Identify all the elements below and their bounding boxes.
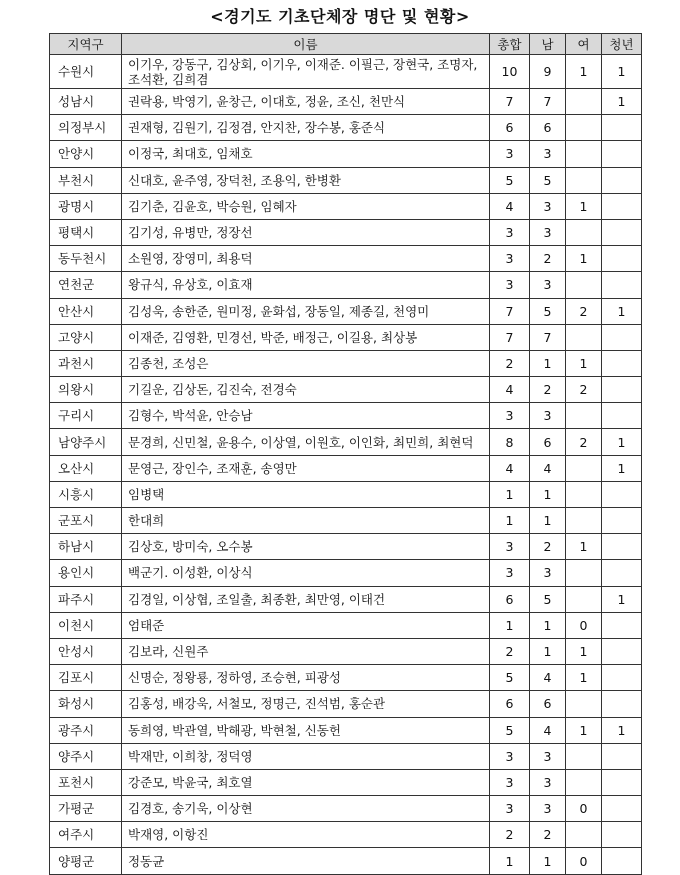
total-cell: 3 [490,743,530,769]
header-names: 이름 [122,34,490,55]
male-cell: 3 [530,141,566,167]
table-row [50,193,642,219]
female-cell [566,89,602,115]
total-cell: 3 [490,796,530,822]
female-cell: 0 [566,612,602,638]
total-cell: 7 [490,89,530,115]
female-cell [566,272,602,298]
male-cell: 3 [530,403,566,429]
names-cell: 신대호, 윤주영, 장덕천, 조용익, 한병환 [122,167,490,193]
table-row [50,691,642,717]
youth-cell [602,324,642,350]
youth-cell [602,822,642,848]
youth-cell [602,377,642,403]
male-cell: 2 [530,822,566,848]
total-cell: 3 [490,246,530,272]
table-row [50,429,642,455]
total-cell: 3 [490,141,530,167]
names-cell: 기길운, 김상돈, 김진숙, 전경숙 [122,377,490,403]
table-row [50,455,642,481]
page-title: <경기도 기초단체장 명단 및 현황> [210,7,470,26]
youth-cell [602,534,642,560]
total-cell: 3 [490,219,530,245]
names-cell: 문경희, 신민철, 윤용수, 이상열, 이원호, 이인화, 최민희, 최현덕 [122,429,490,455]
youth-cell [602,508,642,534]
youth-cell [602,848,642,874]
table-row [50,115,642,141]
region-cell: 성남시 [50,89,122,115]
region-cell: 안양시 [50,141,122,167]
region-cell: 광명시 [50,193,122,219]
names-cell: 김종천, 조성은 [122,350,490,376]
total-cell: 6 [490,586,530,612]
names-cell: 권락용, 박영기, 윤창근, 이대호, 정윤, 조신, 천만식 [122,89,490,115]
female-cell: 0 [566,796,602,822]
youth-cell [602,403,642,429]
male-cell: 1 [530,848,566,874]
female-cell: 1 [566,717,602,743]
table-row [50,612,642,638]
female-cell [566,691,602,717]
header-male: 남 [530,34,566,55]
male-cell: 3 [530,796,566,822]
table-header-row [50,34,642,55]
youth-cell [602,350,642,376]
mayor-table [49,33,642,875]
total-cell: 7 [490,324,530,350]
region-cell: 의정부시 [50,115,122,141]
names-cell: 소원영, 장영미, 최용덕 [122,246,490,272]
names-cell: 박재만, 이희창, 정덕영 [122,743,490,769]
total-cell: 1 [490,481,530,507]
names-cell: 강준모, 박윤국, 최호열 [122,769,490,795]
youth-cell [602,246,642,272]
youth-cell: 1 [602,55,642,89]
names-cell: 김보라, 신원주 [122,638,490,664]
names-cell: 김기춘, 김윤호, 박승원, 임혜자 [122,193,490,219]
table-row [50,822,642,848]
table-body [50,55,642,875]
female-cell [566,508,602,534]
total-cell: 8 [490,429,530,455]
region-cell: 김포시 [50,665,122,691]
names-cell: 문영근, 장인수, 조재훈, 송영만 [122,455,490,481]
names-cell: 엄태준 [122,612,490,638]
youth-cell [602,167,642,193]
female-cell: 0 [566,848,602,874]
youth-cell [602,612,642,638]
region-cell: 이천시 [50,612,122,638]
header-region: 지역구 [50,34,122,55]
female-cell: 1 [566,193,602,219]
youth-cell [602,743,642,769]
male-cell: 6 [530,429,566,455]
male-cell: 5 [530,298,566,324]
male-cell: 7 [530,89,566,115]
table-row [50,55,642,89]
male-cell: 7 [530,324,566,350]
female-cell: 2 [566,298,602,324]
youth-cell: 1 [602,298,642,324]
youth-cell [602,665,642,691]
region-cell: 양주시 [50,743,122,769]
male-cell: 1 [530,508,566,534]
table-row [50,717,642,743]
region-cell: 가평군 [50,796,122,822]
table-row [50,508,642,534]
total-cell: 10 [490,55,530,89]
region-cell: 여주시 [50,822,122,848]
male-cell: 3 [530,219,566,245]
youth-cell [602,796,642,822]
male-cell: 5 [530,167,566,193]
total-cell: 3 [490,272,530,298]
table-row [50,586,642,612]
names-cell: 동희영, 박관열, 박해광, 박현철, 신동헌 [122,717,490,743]
male-cell: 3 [530,769,566,795]
youth-cell: 1 [602,717,642,743]
male-cell: 3 [530,272,566,298]
table-row [50,377,642,403]
male-cell: 4 [530,717,566,743]
male-cell: 1 [530,350,566,376]
names-cell: 김성욱, 송한준, 원미정, 윤화섭, 장동일, 제종길, 천영미 [122,298,490,324]
youth-cell [602,481,642,507]
names-cell: 김경호, 송기욱, 이상현 [122,796,490,822]
region-cell: 양평군 [50,848,122,874]
header-youth: 청년 [602,34,642,55]
region-cell: 안산시 [50,298,122,324]
youth-cell [602,691,642,717]
youth-cell: 1 [602,455,642,481]
female-cell [566,403,602,429]
names-cell: 백군기. 이성환, 이상식 [122,560,490,586]
table-row [50,324,642,350]
names-cell: 김형수, 박석윤, 안승남 [122,403,490,429]
table-row [50,534,642,560]
region-cell: 용인시 [50,560,122,586]
table-row [50,638,642,664]
region-cell: 포천시 [50,769,122,795]
names-cell: 김홍성, 배강욱, 서철모, 정명근, 진석범, 홍순관 [122,691,490,717]
total-cell: 1 [490,612,530,638]
region-cell: 하남시 [50,534,122,560]
total-cell: 3 [490,560,530,586]
table-row [50,796,642,822]
female-cell: 2 [566,377,602,403]
total-cell: 7 [490,298,530,324]
youth-cell [602,141,642,167]
region-cell: 의왕시 [50,377,122,403]
table-row [50,769,642,795]
region-cell: 파주시 [50,586,122,612]
male-cell: 3 [530,193,566,219]
male-cell: 4 [530,665,566,691]
female-cell: 1 [566,534,602,560]
female-cell [566,115,602,141]
female-cell: 1 [566,350,602,376]
names-cell: 김기성, 유병만, 정장선 [122,219,490,245]
table-row [50,403,642,429]
total-cell: 1 [490,848,530,874]
names-cell: 이기우, 강동구, 김상회, 이기우, 이재준. 이필근, 장현국, 조명자, 조석환, 김희겸 [122,55,490,89]
total-cell: 3 [490,769,530,795]
region-cell: 군포시 [50,508,122,534]
names-cell: 신명순, 정왕룡, 정하영, 조승현, 피광성 [122,665,490,691]
table-row [50,560,642,586]
male-cell: 1 [530,481,566,507]
male-cell: 3 [530,560,566,586]
total-cell: 6 [490,115,530,141]
table-row [50,743,642,769]
female-cell [566,455,602,481]
region-cell: 연천군 [50,272,122,298]
male-cell: 2 [530,377,566,403]
header-female: 여 [566,34,602,55]
names-cell: 한대희 [122,508,490,534]
region-cell: 광주시 [50,717,122,743]
names-cell: 왕규식, 유상호, 이효재 [122,272,490,298]
male-cell: 2 [530,246,566,272]
female-cell [566,560,602,586]
region-cell: 시흥시 [50,481,122,507]
female-cell: 1 [566,665,602,691]
youth-cell: 1 [602,429,642,455]
female-cell [566,167,602,193]
region-cell: 남양주시 [50,429,122,455]
region-cell: 화성시 [50,691,122,717]
table-row [50,272,642,298]
male-cell: 6 [530,691,566,717]
total-cell: 4 [490,377,530,403]
table-row [50,665,642,691]
table-row [50,298,642,324]
total-cell: 3 [490,403,530,429]
total-cell: 1 [490,508,530,534]
youth-cell [602,193,642,219]
male-cell: 5 [530,586,566,612]
region-cell: 구리시 [50,403,122,429]
female-cell [566,769,602,795]
region-cell: 동두천시 [50,246,122,272]
region-cell: 평택시 [50,219,122,245]
table-row [50,167,642,193]
total-cell: 5 [490,167,530,193]
female-cell [566,219,602,245]
female-cell: 2 [566,429,602,455]
names-cell: 권재형, 김원기, 김정겸, 안지찬, 장수봉, 홍준식 [122,115,490,141]
youth-cell [602,219,642,245]
female-cell: 1 [566,638,602,664]
male-cell: 3 [530,743,566,769]
female-cell [566,822,602,848]
youth-cell: 1 [602,586,642,612]
youth-cell [602,769,642,795]
female-cell [566,481,602,507]
names-cell: 박재영, 이항진 [122,822,490,848]
region-cell: 안성시 [50,638,122,664]
table-row [50,481,642,507]
male-cell: 9 [530,55,566,89]
female-cell: 1 [566,55,602,89]
female-cell: 1 [566,246,602,272]
male-cell: 1 [530,638,566,664]
total-cell: 4 [490,193,530,219]
youth-cell: 1 [602,89,642,115]
total-cell: 2 [490,638,530,664]
total-cell: 2 [490,822,530,848]
table-row [50,141,642,167]
names-cell: 임병택 [122,481,490,507]
youth-cell [602,272,642,298]
header-total: 총합 [490,34,530,55]
table-row [50,350,642,376]
total-cell: 6 [490,691,530,717]
female-cell [566,586,602,612]
table-row [50,848,642,874]
youth-cell [602,638,642,664]
region-cell: 고양시 [50,324,122,350]
male-cell: 6 [530,115,566,141]
female-cell [566,141,602,167]
names-cell: 이정국, 최대호, 임채호 [122,141,490,167]
youth-cell [602,560,642,586]
names-cell: 이재준, 김영환, 민경선, 박준, 배정근, 이길용, 최상봉 [122,324,490,350]
male-cell: 2 [530,534,566,560]
names-cell: 김경일, 이상협, 조일출, 최종환, 최만영, 이태건 [122,586,490,612]
region-cell: 부천시 [50,167,122,193]
total-cell: 5 [490,665,530,691]
total-cell: 4 [490,455,530,481]
table-row [50,246,642,272]
male-cell: 4 [530,455,566,481]
names-cell: 정동균 [122,848,490,874]
names-cell: 김상호, 방미숙, 오수봉 [122,534,490,560]
female-cell [566,743,602,769]
table-row [50,219,642,245]
total-cell: 5 [490,717,530,743]
male-cell: 1 [530,612,566,638]
female-cell [566,324,602,350]
region-cell: 과천시 [50,350,122,376]
total-cell: 2 [490,350,530,376]
youth-cell [602,115,642,141]
region-cell: 수원시 [50,55,122,89]
region-cell: 오산시 [50,455,122,481]
table-row [50,89,642,115]
total-cell: 3 [490,534,530,560]
